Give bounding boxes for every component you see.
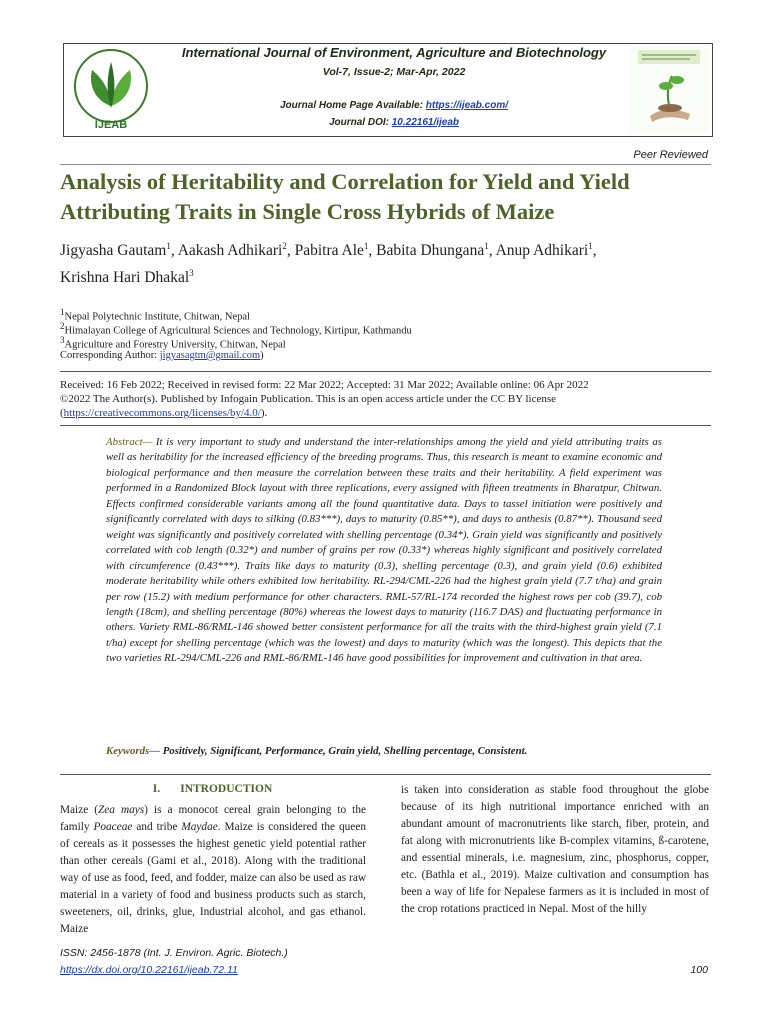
author-affil-sup: 3 (189, 268, 194, 279)
journal-cover-image (630, 46, 708, 132)
affiliation-text: Nepal Polytechnic Institute, Chitwan, Nepal (64, 311, 250, 323)
author-affil-sup: 1 (363, 241, 369, 251)
journal-logo (66, 46, 156, 132)
intro-text: and tribe (132, 821, 182, 833)
author-affil-sup: 2 (282, 241, 287, 251)
divider (60, 164, 711, 165)
peer-reviewed-label: Peer Reviewed (633, 149, 708, 161)
author-affil-sup: 1 (166, 241, 171, 251)
section-number: I. (152, 783, 161, 795)
affiliation-sup: 2 (60, 321, 65, 331)
page-number: 100 (690, 964, 708, 976)
received-dates: Received: 16 Feb 2022; Received in revised form: 22 Mar 2022; Accepted: 31 Mar 2022; Available online: 06 Apr 2022 (60, 379, 589, 391)
abstract: Abstract— It is very important to study and understand the inter-relationships among the yield and yield attributing traits as well as heritability for the increased efficiency of the breeding programs. Thus, this research is meant to examine economic and biological performance and then measure the correlation between these traits and their heritability. A field experiment was performed in a Randomized Block layout with three replications, every assigned with fifteen treatments in Bharatpur, Chitwan. Effects confirmed considerable variants among all the found quantitative data. Days to tassel initiation were positively and significantly correlated with days to silking (0.83***), days to maturity (0.85**), and days to anthesis (0.87**). Thousand seed weight was significantly and positively correlated with shelling percentage (0.34*). Grain yield was significantly and positively correlated with cob length (0.32*) and number of grains per row (0.33*) whereas highly significant and positively correlated with circumference (0.43***). Traits like days to maturity (0.3), shelling percentage (0.3), and grain yield (0.6) exhibited moderate heritability while others exhibited low heritability. RL-294/CML-226 had the highest grain yield (7.7 t/ha) and grain per row (15.2) with medium performance for other characters. RML-57/RL-174 recorded the highest rows per cob (39.7), cob length (18cm), and shelling percentage (80%) whereas the lowest days to maturity (116.7 DAS) and fluctuating performance in others. Variety RML-86/RML-146 showed better consistent performance for all the traits with the third-highest grain yield (7.1 t/ha) except for shelling percentage (which was the lowest) and days to maturity (which was the longest). This depicts that the two varieties RL-294/CML-226 and RML-86/RML-146 have good possibilities for improvement and cultivation in that area. (106, 436, 662, 665)
author-name: Anup Adhikari (495, 242, 589, 260)
journal-doi-link[interactable]: 10.22161/ijeab (391, 117, 460, 128)
abstract-text: It is very important to study and understand the inter-relationships among the yield and yield attributing traits as well as heritability for the increased efficiency of the breeding programs. Thus, this research is meant to examine economic and biological performance and then measure the correlation between these traits and their heritability. A field experiment was performed in a Randomized Block layout with three replications, every assigned with fifteen treatments in Bharatpur, Chitwan. Effects confirmed considerable variants among all the found quantitative data. Days to tassel initiation were positively and significantly correlated with days to silking (0.83***), days to maturity (0.85**), and days to anthesis (0.87**). Thousand seed weight was significantly and positively correlated with shelling percentage (0.34*). Grain yield was significantly and positively correlated with cob length (0.32*) and number of grains per row (0.33*) whereas highly significant and positively correlated with circumference (0.43***). Traits like days to maturity (0.3), shelling percentage (0.3), and grain yield (0.6) exhibited moderate heritability while others exhibited low heritability. RL-294/CML-226 had the highest grain yield (7.7 t/ha) and grain per row (15.2) with medium performance for other characters. RML-57/RL-174 recorded the highest rows per cob (39.7), cob length (18cm), and shelling percentage (80%) whereas the lowest days to maturity (116.7 DAS) and fluctuating performance in others. Variety RML-86/RML-146 showed better consistent performance for all the traits with the third-highest grain yield (7.1 t/ha) except for shelling percentage (which was the lowest) and days to maturity (which was the longest). This depicts that the two varieties RL-294/CML-226 and RML-86/RML-146 have good possibilities for improvement and cultivation in that area. (106, 436, 662, 665)
author-name: Aakash Adhikari (177, 242, 283, 260)
divider (60, 425, 711, 426)
license-link[interactable]: https://creativecommons.org/licenses/by/4.0/ (63, 407, 261, 419)
intro-family-name: Poaceae (93, 821, 133, 833)
author-list: Jigyasha Gautam$^1$, Aakash Adhikari$^2$, Pabitra Ale$^1$, Babita Dhungana$^1$, Anup Adhikari$^1$, Krishna Hari Dhakal$^3$ (60, 241, 597, 287)
author-name: Babita Dhungana (376, 242, 485, 260)
intro-right-column: is taken into consideration as stable food throughout the globe because of its high nutritional importance enriched with an abundant amount of macronutrients like starch, fiber, protein, and fat along with micronutrients like B-complex vitamins, ß-carotene, and essential minerals, i.e. magnesium, zinc, phosphorus, copper, etc. (Bathla et al., 2019). Maize cultivation and consumption has been a way of life for Nepalese farmers as it is included in most of the crop rotations practiced in Nepal. Most of the hilly (401, 784, 709, 915)
journal-home-link[interactable]: https://ijeab.com/ (425, 100, 509, 111)
divider (60, 371, 711, 372)
section-title: INTRODUCTION (180, 783, 273, 795)
author-affil-sup: 1 (588, 241, 593, 251)
corresponding-email-link[interactable]: jigyasagtm@gmail.com (159, 350, 261, 361)
keywords: Keywords— Positively, Significant, Performance, Grain yield, Shelling percentage, Consistent. (106, 745, 528, 757)
divider (60, 774, 711, 775)
corresponding-close: ) (260, 350, 264, 361)
copyright-line: ©2022 The Author(s). Published by Infogain Publication. This is an open access article under the CC BY license (60, 393, 557, 405)
affiliation-text: Agriculture and Forestry University, Chitwan, Nepal (64, 339, 286, 351)
intro-text: . Maize is considered the queen of cereals as it possesses the highest genetic yield potential rather than other cereals (Gami et al., 2018). Along with the traditional way of use as food, feed, and fodder, maize can also be used as raw material in a variety of food and business products such as starch, sweeteners, oil, drinks, glue, Industrial alcohol, and gas ethanol. Maize (60, 821, 366, 935)
abstract-label: Abstract (106, 436, 143, 448)
author-name: Jigyasha Gautam (60, 242, 167, 260)
intro-text: Maize ( (60, 804, 98, 816)
footer-doi-link[interactable]: https://dx.doi.org/10.22161/ijeab.72.11 (60, 964, 238, 976)
corresponding-label: Corresponding Author: (60, 350, 160, 361)
paper-title: Analysis of Heritability and Correlation for Yield and Yield Attributing Traits in Single Cross Hybrids of Maize (60, 169, 630, 224)
intro-text: ) is a monocot cereal grain belonging to the family (60, 804, 366, 833)
keywords-label: Keywords (106, 745, 150, 757)
journal-home (160, 100, 628, 111)
license-line: (https://creativecommons.org/licenses/by/4.0/). (60, 407, 268, 419)
article-history (60, 378, 720, 420)
journal-doi (160, 117, 628, 128)
journal-home-label: Journal Home Page Available: (279, 100, 426, 111)
intro-left-column (60, 802, 366, 938)
affiliation-sup: 3 (60, 335, 65, 345)
affiliation-text: Himalayan College of Agricultural Sciences and Technology, Kirtipur, Kathmandu (64, 325, 412, 337)
journal-title: International Journal of Environment, Agriculture and Biotechnology (181, 45, 607, 60)
affiliation-sup: 1 (60, 307, 65, 317)
logo-label: IJEAB (94, 119, 128, 131)
section-heading (60, 783, 365, 795)
intro-scientific-name: Zea mays (98, 804, 145, 816)
footer-issn: ISSN: 2456-1878 (Int. J. Environ. Agric. Biotech.) (60, 947, 288, 959)
journal-doi-label: Journal DOI: (328, 117, 392, 128)
journal-volume: Vol-7, Issue-2; Mar-Apr, 2022 (322, 66, 466, 78)
author-name: Krishna Hari Dhakal (60, 269, 190, 287)
keywords-text: Positively, Significant, Performance, Grain yield, Shelling percentage, Consistent. (162, 745, 528, 757)
intro-tribe-name: Maydae (181, 821, 218, 833)
author-affil-sup: 1 (484, 241, 489, 251)
corresponding-author (60, 349, 264, 362)
author-name: Pabitra Ale (294, 242, 364, 260)
